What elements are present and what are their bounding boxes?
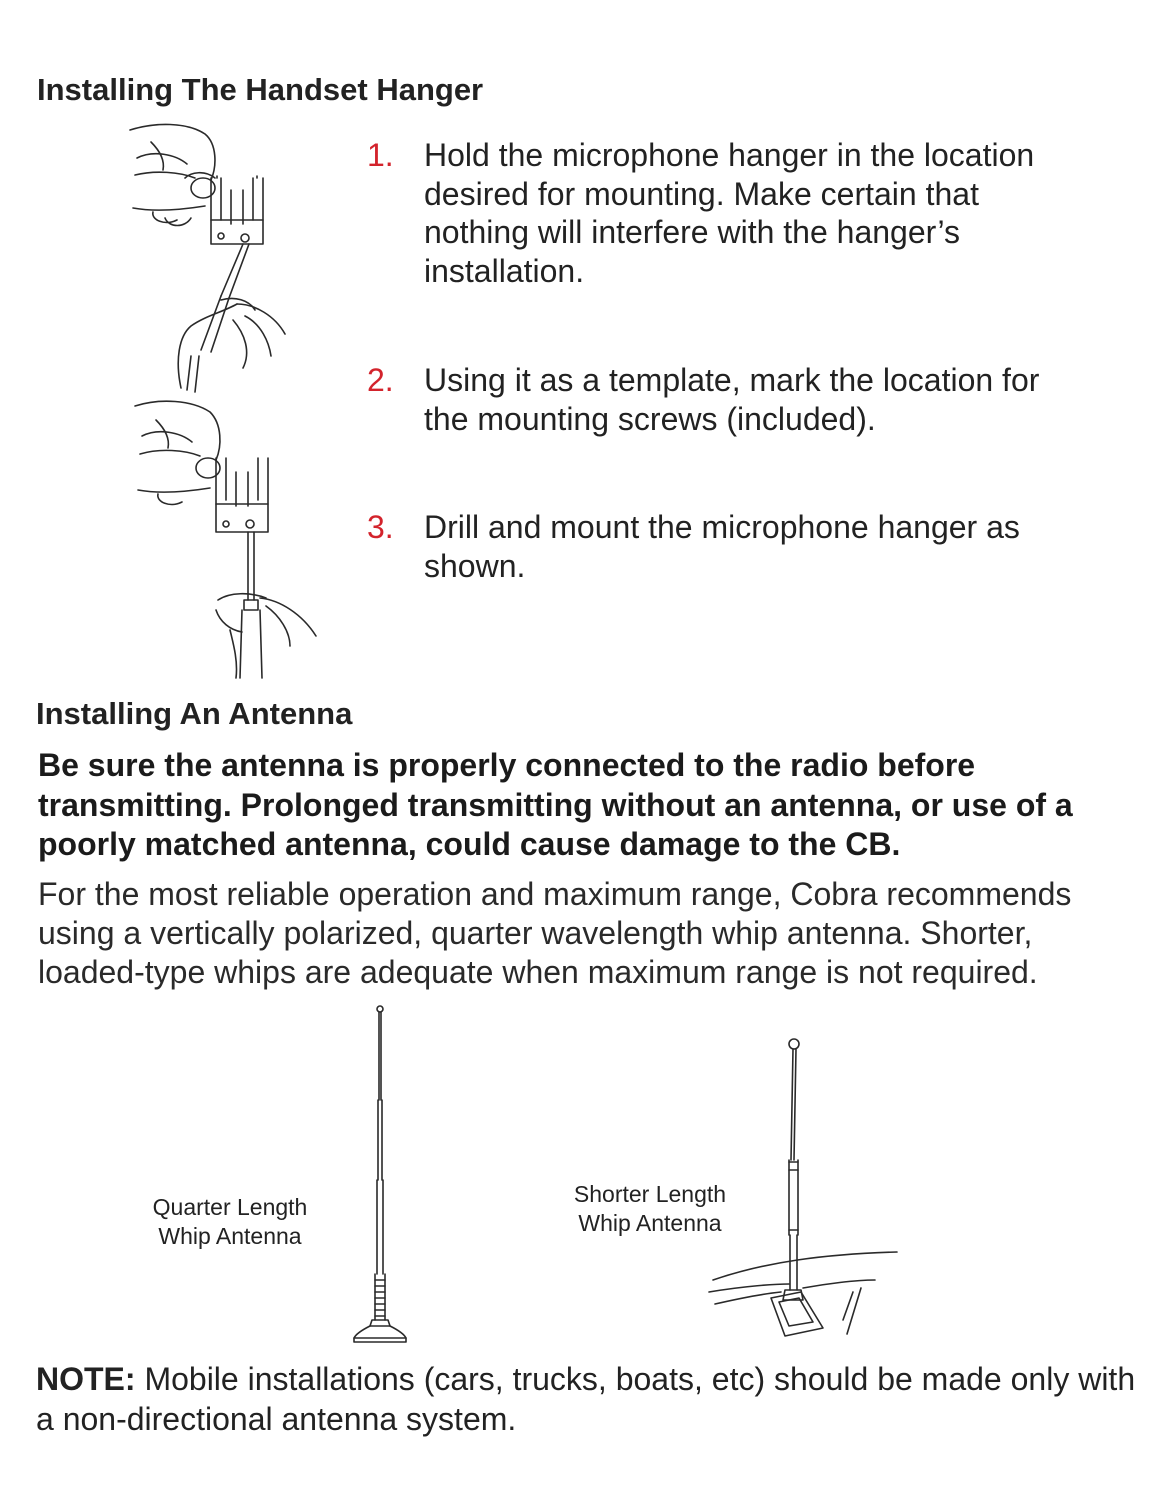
section-heading-antenna: Installing An Antenna	[36, 696, 353, 731]
shorter-whip-antenna-illustration	[705, 1030, 905, 1340]
step-number: 2.	[367, 362, 394, 398]
step-text: Drill and mount the microphone hanger as shown.	[424, 509, 1020, 584]
step-1	[367, 136, 1127, 290]
quarter-whip-label: Quarter Length Whip Antenna	[152, 1194, 308, 1249]
shorter-whip-label: Shorter Length Whip Antenna	[573, 1181, 727, 1236]
step-number: 1.	[367, 137, 394, 173]
step-text: Using it as a template, mark the location for the mounting screws (included).	[424, 362, 1040, 437]
note-paragraph	[36, 1360, 1136, 1439]
hand-holding-hanger-marking-illustration	[125, 120, 325, 395]
step-number: 3.	[367, 509, 394, 545]
quarter-whip-antenna-illustration	[350, 1000, 410, 1350]
antenna-paragraph: For the most reliable operation and maximum range, Cobra recommends using a vertically polarized, quarter wavelength whip antenna. Shorter, loaded-type whips are adequate when maximum range is not required.	[38, 876, 1072, 990]
hand-drilling-hanger-illustration	[130, 400, 330, 680]
note-label: NOTE:	[36, 1361, 136, 1397]
section-heading-handset-hanger: Installing The Handset Hanger	[37, 72, 484, 107]
step-3	[367, 508, 1127, 585]
note-text: Mobile installations (cars, trucks, boats, etc) should be made only with a non-directional antenna system.	[36, 1361, 1136, 1437]
step-2	[367, 361, 1127, 438]
step-text: Hold the microphone hanger in the location desired for mounting. Make certain that nothing will interfere with the hanger’s installation.	[424, 137, 1035, 289]
antenna-warning: Be sure the antenna is properly connected to the radio before transmitting. Prolonged transmitting without an antenna, or use of a poorly matched antenna, could cause damage to the CB.	[38, 747, 1073, 862]
